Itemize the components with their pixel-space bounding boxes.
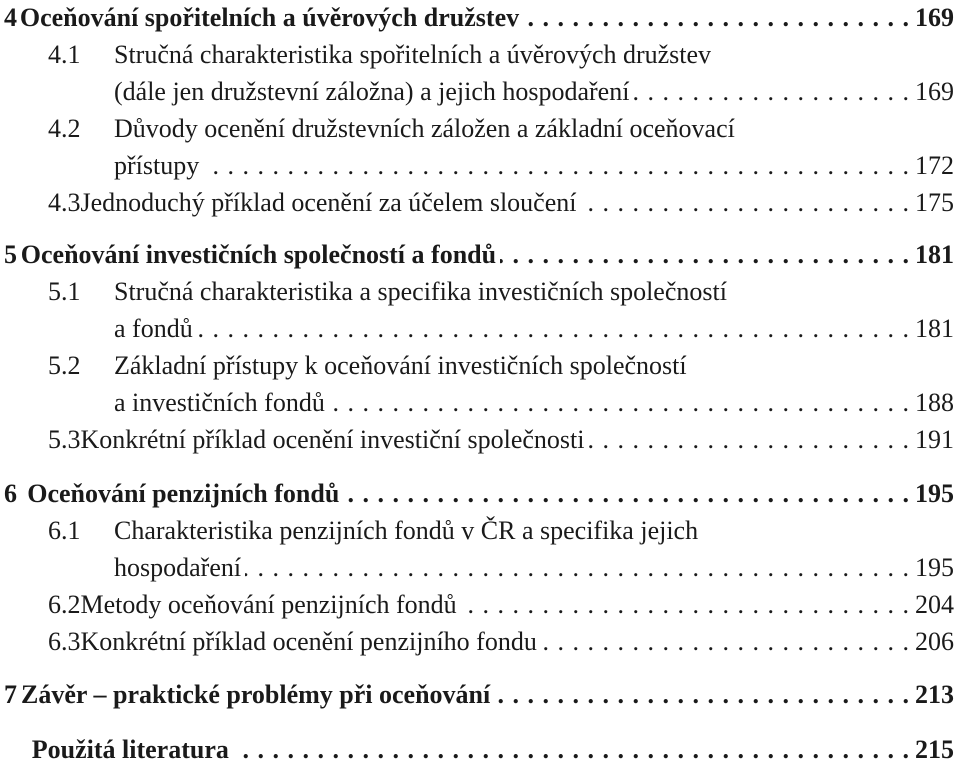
toc-entry-title: (dále jen družstevní záložna) a jejich hospodaření bbox=[114, 77, 630, 106]
toc-chapter-entry[interactable] bbox=[0, 476, 954, 512]
toc-entry[interactable] bbox=[0, 422, 954, 458]
toc-entry-title: a fondů bbox=[114, 314, 193, 343]
toc-entry[interactable] bbox=[0, 74, 954, 110]
toc-page-number: 181 bbox=[915, 240, 954, 269]
dot-leader bbox=[203, 148, 909, 184]
dot-leader bbox=[197, 311, 909, 347]
toc-entry[interactable] bbox=[0, 513, 954, 549]
toc-chapter-entry[interactable] bbox=[0, 732, 954, 768]
toc-entry-title: Základní přístupy k oceňování investičních společností bbox=[114, 351, 687, 380]
toc-entry[interactable] bbox=[0, 185, 954, 221]
toc-chapter-entry[interactable] bbox=[0, 0, 954, 36]
toc-entry[interactable] bbox=[0, 148, 954, 184]
toc-page-number: 195 bbox=[915, 553, 954, 582]
toc-entry[interactable] bbox=[0, 311, 954, 347]
toc-entry-number: 4.2 bbox=[48, 114, 81, 143]
dot-leader bbox=[245, 550, 909, 586]
toc-entry-title: přístupy bbox=[114, 151, 200, 180]
toc-entry-title: a investičních fondů bbox=[114, 388, 325, 417]
dot-leader bbox=[233, 732, 909, 768]
dot-leader bbox=[343, 476, 909, 512]
toc-page-number: 206 bbox=[915, 627, 954, 656]
toc-entry-number: 5.2 bbox=[48, 351, 81, 380]
toc-entry-number: 4 bbox=[4, 3, 17, 32]
toc-chapter-entry[interactable] bbox=[0, 677, 954, 713]
dot-leader bbox=[500, 237, 909, 273]
toc-entry-title: Závěr – praktické problémy při oceňování bbox=[21, 680, 491, 709]
toc-page-number: 169 bbox=[915, 77, 954, 106]
toc-entry[interactable] bbox=[0, 624, 954, 660]
toc-entry-title: Konkrétní příklad ocenění investiční společnosti bbox=[80, 425, 585, 454]
toc-entry-number: 6.1 bbox=[48, 516, 81, 545]
toc-page-number: 169 bbox=[915, 3, 954, 32]
toc-entry-title: Metody oceňování penzijních fondů bbox=[80, 590, 457, 619]
toc-entry[interactable] bbox=[0, 111, 954, 147]
toc-chapter-entry[interactable] bbox=[0, 237, 954, 273]
toc-page-number: 181 bbox=[915, 314, 954, 343]
toc-entry[interactable] bbox=[0, 37, 954, 73]
toc-entry-title: Oceňování penzijních fondů bbox=[27, 479, 340, 508]
toc-entry-number: 6 bbox=[4, 479, 17, 508]
toc-page-number: 213 bbox=[915, 680, 954, 709]
toc-page-number: 195 bbox=[915, 479, 954, 508]
toc-entry-title: Stručná charakteristika spořitelních a úvěrových družstev bbox=[114, 40, 712, 69]
toc-page-number: 204 bbox=[915, 590, 954, 619]
toc-entry[interactable] bbox=[0, 587, 954, 623]
toc-entry-number: 4.3 bbox=[48, 188, 81, 217]
toc-entry-title: hospodaření bbox=[114, 553, 242, 582]
toc-page-number: 175 bbox=[915, 188, 954, 217]
dot-leader bbox=[494, 677, 909, 713]
toc-entry[interactable] bbox=[0, 385, 954, 421]
toc-entry-number: 6.2 bbox=[48, 590, 81, 619]
toc-page-number: 188 bbox=[915, 388, 954, 417]
toc-entry-title: Charakteristika penzijních fondů v ČR a specifika jejich bbox=[114, 516, 699, 545]
toc-entry[interactable] bbox=[0, 348, 954, 384]
toc-page-number: 172 bbox=[915, 151, 954, 180]
toc-page-number: 215 bbox=[915, 735, 954, 764]
toc-entry-title: Použitá literatura bbox=[31, 735, 229, 764]
toc-entry[interactable] bbox=[0, 550, 954, 586]
dot-leader bbox=[580, 185, 909, 221]
dot-leader bbox=[461, 587, 909, 623]
dot-leader bbox=[541, 624, 909, 660]
toc-entry-title: Důvody ocenění družstevních záložen a základní oceňovací bbox=[114, 114, 735, 143]
dot-leader bbox=[329, 385, 909, 421]
toc-entry-number: 6.3 bbox=[48, 627, 81, 656]
toc-entry-number: 5.3 bbox=[48, 425, 81, 454]
toc-entry-title: Konkrétní příklad ocenění penzijního fondu bbox=[80, 627, 537, 656]
dot-leader bbox=[589, 422, 910, 458]
toc-entry-title: Oceňování investičních společností a fondů bbox=[20, 240, 497, 269]
dot-leader bbox=[633, 74, 909, 110]
toc-entry-number: 7 bbox=[4, 680, 17, 709]
dot-leader bbox=[523, 0, 909, 36]
toc-entry-title: Jednoduchý příklad ocenění za účelem sloučení bbox=[80, 188, 577, 217]
toc-entry-number: 5.1 bbox=[48, 277, 81, 306]
toc-entry-number: 4.1 bbox=[48, 40, 81, 69]
toc-entry-title: Oceňování spořitelních a úvěrových družstev bbox=[19, 3, 520, 32]
toc-entry-title: Stručná charakteristika a specifika investičních společností bbox=[114, 277, 727, 306]
toc-entry[interactable] bbox=[0, 274, 954, 310]
toc-entry-number: 5 bbox=[4, 240, 17, 269]
toc-page-number: 191 bbox=[915, 425, 954, 454]
